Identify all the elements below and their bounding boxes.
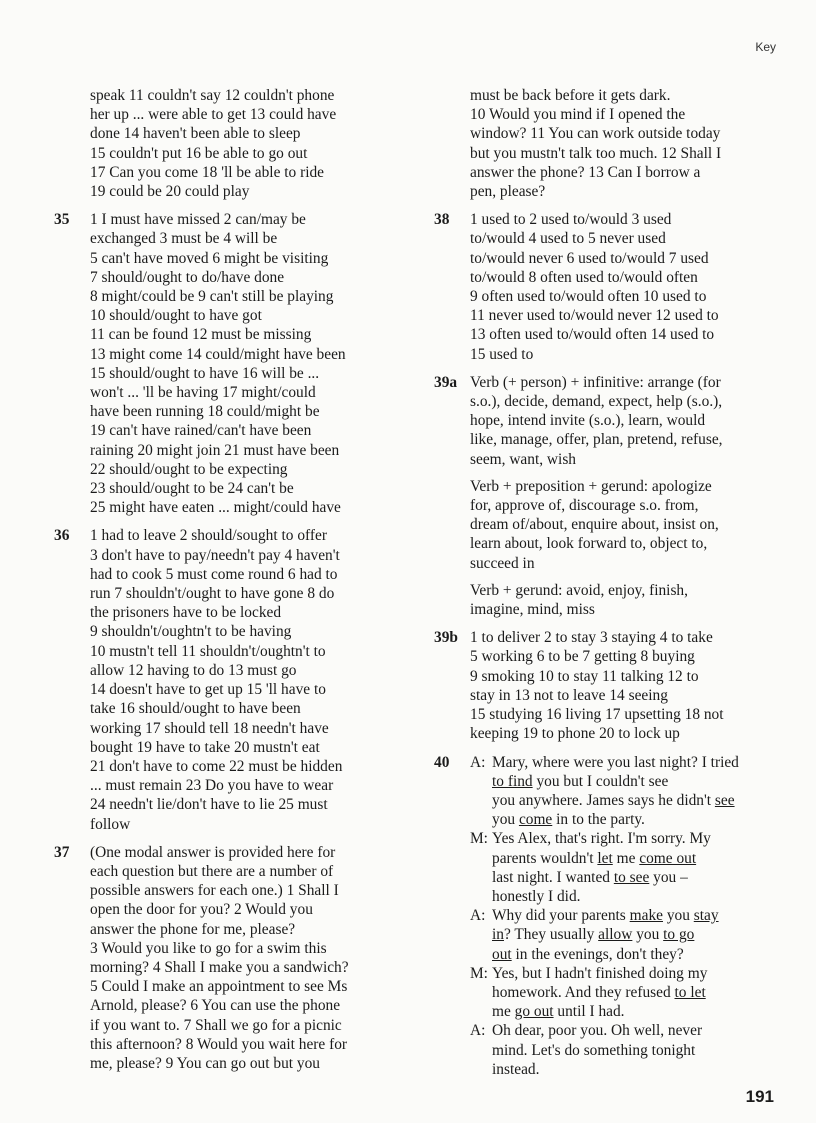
text-line: stay in 13 not to leave 14 seeing: [470, 686, 668, 704]
right-column: [434, 86, 794, 1088]
text-line: this afternoon? 8 Would you wait here for: [90, 1035, 348, 1053]
text-line: to/would 4 used to 5 never used: [470, 230, 666, 248]
speaker-label: A:: [470, 907, 486, 925]
text-line: 15 couldn't put 16 be able to go out: [90, 144, 308, 162]
underlined-answer: make: [629, 907, 663, 925]
text-line: imagine, mind, miss: [470, 601, 595, 619]
exercise-number: 39b: [434, 629, 458, 647]
exercise-number: 39a: [434, 373, 458, 391]
exercise-number: 36: [54, 527, 70, 545]
text-line: like, manage, offer, plan, pretend, refuse,: [470, 431, 723, 449]
answer-38: [434, 210, 794, 364]
text-line: 22 should/ought to be expecting: [90, 460, 288, 478]
exercise-number: 40: [434, 753, 450, 771]
text-line: speak 11 couldn't say 12 couldn't phone: [90, 87, 335, 104]
text-line: 23 should/ought to be 24 can't be: [90, 480, 294, 498]
text-line: 17 Can you come 18 'll be able to ride: [90, 163, 325, 181]
answer-39b: [434, 628, 794, 743]
text-line: raining 20 might join 21 must have been: [90, 441, 340, 459]
text-line: for, approve of, discourage s.o. from,: [470, 497, 699, 515]
answer-40: [434, 753, 794, 1079]
text-line: 1 used to 2 used to/would 3 used: [470, 211, 672, 229]
text-line: 11 can be found 12 must be missing: [90, 326, 312, 344]
underlined-answer: go out: [514, 1003, 554, 1021]
text-line: if you want to. 7 Shall we go for a picnic: [90, 1016, 342, 1034]
text-line: Verb + gerund: avoid, enjoy, finish,: [470, 581, 688, 599]
text-line: her up ... were able to get 13 could have: [90, 106, 337, 124]
text-line: Verb (+ person) + infinitive: arrange (for: [470, 373, 721, 391]
dialogue-turn-a: A: Oh dear, poor you. Oh well, never mind. Let's do something tonight instead.: [470, 1022, 703, 1078]
text-line: morning? 4 Shall I make you a sandwich?: [90, 958, 349, 976]
text-line: 8 might/could be 9 can't still be playing: [90, 288, 334, 306]
running-head: Key: [755, 40, 776, 54]
answer-lines: [90, 86, 414, 201]
text-line: (One modal answer is provided here for: [90, 843, 336, 861]
underlined-answer: see: [714, 791, 735, 809]
text-line: 3 Would you like to go for a swim this: [90, 939, 327, 957]
verb-gerund-paragraph: [470, 581, 794, 619]
text-line: 9 smoking 10 to stay 11 talking 12 to: [470, 667, 699, 685]
answer-continued-left: [54, 86, 414, 201]
answer-35: [54, 210, 414, 517]
text-line: 9 shouldn't/oughtn't to be having: [90, 623, 292, 641]
exercise-number: 38: [434, 211, 450, 229]
text-line: 9 often used to/would often 10 used to: [470, 288, 707, 306]
answer-lines: [90, 210, 414, 517]
text-line: must be back before it gets dark.: [470, 87, 671, 104]
underlined-answer: in: [492, 926, 504, 944]
underlined-answer: to go: [663, 926, 695, 944]
dialogue: [470, 753, 794, 1079]
dialogue-turn-a: A: Mary, where were you last night? I tried to find you but I couldn't see you anywhere. James says he didn't see you come in to the party.: [470, 753, 739, 829]
underlined-answer: stay: [693, 907, 719, 925]
text-line: Arnold, please? 6 You can use the phone: [90, 997, 341, 1015]
text-line: dream of/about, enquire about, insist on,: [470, 516, 719, 534]
text-line: won't ... 'll be having 17 might/could: [90, 384, 316, 402]
text-line: each question but there are a number of: [90, 862, 334, 880]
text-line: take 16 should/ought to have been: [90, 700, 301, 718]
text-line: follow: [90, 815, 131, 833]
text-line: 11 never used to/would never 12 used to: [470, 307, 719, 325]
exercise-number: 37: [54, 843, 70, 861]
underlined-answer: out: [492, 945, 512, 963]
text-line: 24 needn't lie/don't have to lie 25 must: [90, 796, 328, 814]
text-line: answer the phone for me, please?: [90, 920, 296, 938]
text-line: pen, please?: [470, 183, 546, 201]
text-line: run 7 shouldn't/ought to have gone 8 do: [90, 585, 335, 603]
text-line: 7 should/ought to do/have done: [90, 268, 285, 286]
verb-infinitive-paragraph: [470, 373, 794, 469]
dialogue-turn-m: M: Yes Alex, that's right. I'm sorry. My parents wouldn't let me come out last night. I wanted to see you – honestly I did.: [470, 830, 711, 905]
text-line: but you mustn't talk too much. 12 Shall I: [470, 144, 722, 162]
text-line: 15 used to: [470, 345, 534, 363]
text-line: 5 Could I make an appointment to see Ms: [90, 978, 348, 996]
underlined-answer: come: [518, 811, 553, 829]
text-line: to/would never 6 used to/would 7 used: [470, 249, 709, 267]
text-line: working 17 should tell 18 needn't have: [90, 719, 329, 737]
text-line: 1 had to leave 2 should/sought to offer: [90, 527, 327, 545]
text-line: open the door for you? 2 Would you: [90, 901, 313, 919]
text-line: seem, want, wish: [470, 450, 577, 468]
left-column: [54, 86, 414, 1082]
text-line: had to cook 5 must come round 6 had to: [90, 565, 338, 583]
underlined-answer: come out: [639, 849, 697, 867]
page-number: 191: [745, 1087, 774, 1106]
text-line: to/would 8 often used to/would often: [470, 268, 698, 286]
verb-preposition-gerund-paragraph: [470, 477, 794, 573]
text-line: 10 mustn't tell 11 shouldn't/oughtn't to: [90, 642, 326, 660]
dialogue-turn-a: A: Why did your parents make you stay in? They usually allow you to go out in the evenings, don't they?: [470, 907, 719, 963]
text-line: 15 studying 16 living 17 upsetting 18 not: [470, 706, 724, 724]
text-line: succeed in: [470, 554, 535, 572]
text-line: bought 19 have to take 20 mustn't eat: [90, 738, 320, 756]
speaker-label: M:: [470, 830, 488, 848]
speaker-label: A:: [470, 1022, 486, 1040]
text-line: 5 can't have moved 6 might be visiting: [90, 249, 329, 267]
text-line: learn about, look forward to, object to,: [470, 535, 708, 553]
text-line: hope, intend invite (s.o.), learn, would: [470, 412, 706, 430]
underlined-answer: to let: [674, 983, 706, 1001]
answer-lines: [470, 628, 794, 743]
answer-37: [54, 843, 414, 1073]
answer-36: [54, 526, 414, 833]
answer-lines: [470, 210, 794, 364]
text-line: have been running 18 could/might be: [90, 403, 320, 421]
text-line: 19 could be 20 could play: [90, 183, 250, 201]
text-line: 13 often used to/would often 14 used to: [470, 326, 715, 344]
text-line: 1 to deliver 2 to stay 3 staying 4 to take: [470, 629, 713, 647]
text-line: 10 Would you mind if I opened the: [470, 106, 686, 124]
text-line: done 14 haven't been able to sleep: [90, 125, 301, 143]
text-line: 15 should/ought to have 16 will be ...: [90, 364, 320, 382]
underlined-answer: let: [597, 849, 613, 867]
text-line: s.o.), decide, demand, expect, help (s.o.),: [470, 393, 723, 411]
text-line: the prisoners have to be locked: [90, 604, 282, 622]
answer-continued-right: [434, 86, 794, 201]
text-line: 10 should/ought to have got: [90, 307, 262, 325]
text-line: me, please? 9 You can go out but you: [90, 1054, 320, 1072]
answer-lines: [90, 843, 414, 1073]
text-line: 1 I must have missed 2 can/may be: [90, 211, 306, 229]
text-line: 13 might come 14 could/might have been: [90, 345, 346, 363]
text-line: 5 working 6 to be 7 getting 8 buying: [470, 648, 695, 666]
answer-lines: [470, 86, 794, 201]
underlined-answer: to find: [492, 772, 533, 790]
speaker-label: A:: [470, 753, 486, 771]
exercise-number: 35: [54, 211, 70, 229]
text-line: possible answers for each one.) 1 Shall I: [90, 882, 339, 900]
underlined-answer: to see: [613, 868, 650, 886]
text-line: keeping 19 to phone 20 to lock up: [470, 725, 680, 743]
text-line: allow 12 having to do 13 must go: [90, 661, 297, 679]
answer-lines: [90, 526, 414, 833]
dialogue-turn-m: M: Yes, but I hadn't finished doing my homework. And they refused to let me go out until I had.: [470, 964, 708, 1021]
underlined-answer: allow: [598, 926, 633, 944]
text-line: ... must remain 23 Do you have to wear: [90, 777, 334, 795]
answer-39a: [434, 373, 794, 619]
text-line: 21 don't have to come 22 must be hidden: [90, 757, 343, 775]
text-line: 3 don't have to pay/needn't pay 4 haven't: [90, 546, 340, 564]
text-line: 14 doesn't have to get up 15 'll have to: [90, 681, 326, 699]
text-line: answer the phone? 13 Can I borrow a: [470, 163, 701, 181]
text-line: exchanged 3 must be 4 will be: [90, 230, 278, 248]
text-line: window? 11 You can work outside today: [470, 125, 721, 143]
text-line: Verb + preposition + gerund: apologize: [470, 477, 712, 495]
text-line: 25 might have eaten ... might/could have: [90, 499, 341, 517]
speaker-label: M:: [470, 964, 488, 982]
text-line: 19 can't have rained/can't have been: [90, 422, 312, 440]
